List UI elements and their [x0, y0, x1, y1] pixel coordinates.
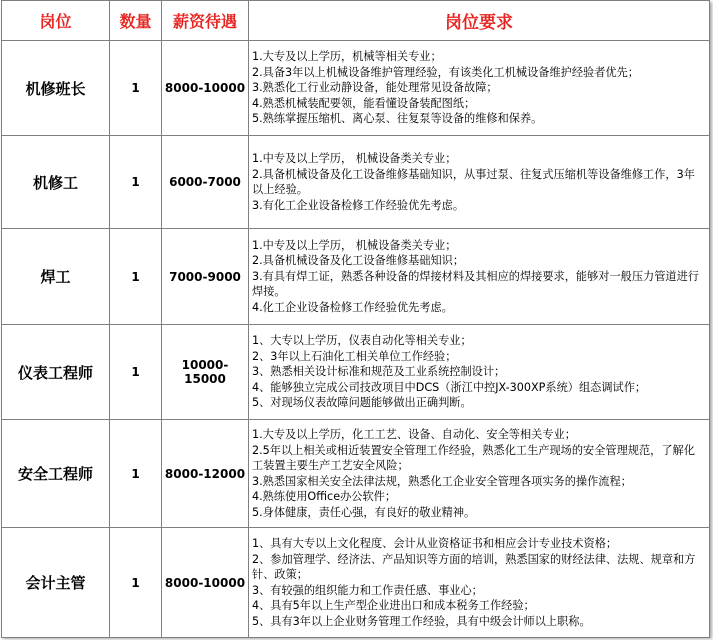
job-salary: 6000-7000: [162, 136, 249, 229]
requirement-line: 2、3年以上石油化工相关单位工作经验；: [252, 349, 457, 363]
header-salary: 薪资待遇: [162, 1, 249, 41]
job-requirements: [249, 136, 710, 229]
requirement-line: 3、熟悉相关设计标准和规范及工业系统控制设计；: [252, 365, 506, 379]
table-row: [2, 229, 710, 325]
job-title: 安全工程师: [2, 420, 110, 528]
job-requirements: [249, 229, 710, 325]
job-requirements: [249, 325, 710, 420]
table-row: [2, 528, 710, 638]
table-row: [2, 41, 710, 136]
requirement-line: 4、能够独立完成公司技改项目中DCS（浙江中控JX-300XP系统）组态调试作；: [252, 380, 647, 394]
requirement-line: 1.大专及以上学历，机械等相关专业；: [252, 50, 442, 64]
job-salary: 8000-12000: [162, 420, 249, 528]
job-table-frame: [1, 0, 710, 637]
table-row: [2, 325, 710, 420]
requirement-line: 3.熟悉化工行业动静设备，能处理常见设备故障；: [252, 81, 498, 95]
job-count: 1: [110, 136, 162, 229]
requirement-line: 5.身体健康，责任心强，有良好的敬业精神。: [252, 505, 476, 519]
requirement-line: 2、参加管理学、经济法、产品知识等方面的培训，熟悉国家的财经法律、法规、规章和方针、政策；: [252, 552, 696, 581]
job-salary: 8000-10000: [162, 41, 249, 136]
job-count: 1: [110, 325, 162, 420]
table-row: [2, 136, 710, 229]
requirement-line: 5.熟练掌握压缩机、离心泵、往复泵等设备的维修和保养。: [252, 112, 543, 126]
header-row: [2, 1, 710, 41]
job-table: [1, 0, 710, 638]
requirement-line: 2.具备机械设备及化工设备维修基础知识；: [252, 254, 465, 268]
requirement-line: 5、对现场仪表故障问题能够做出正确判断。: [252, 396, 472, 410]
job-count: 1: [110, 420, 162, 528]
requirement-line: 4.熟悉机械装配要领，能看懂设备装配图纸；: [252, 96, 476, 110]
requirement-line: 4.熟练使用Office办公软件；: [252, 490, 397, 503]
job-salary: 8000-10000: [162, 528, 249, 638]
requirement-line: 1.中专及以上学历， 机械设备类关专业；: [252, 238, 457, 252]
requirement-line: 3.有具有焊工证，熟悉各种设备的焊接材料及其相应的焊接要求，能够对一般压力管道进行焊接。: [252, 269, 699, 299]
requirement-line: 2.具备机械设备及化工设备维修基础知识，从事过泵、往复式压缩机等设备维修工作，3年以上经验。: [252, 167, 695, 196]
job-requirements: [249, 41, 710, 136]
job-requirements: [249, 420, 710, 528]
job-title: 焊工: [2, 229, 110, 325]
requirement-line: 2.5年以上相关或相近装置安全管理工作经验，熟悉化工生产现场的安全管理规范，了解化工装置主要生产工艺安全风险；: [252, 443, 695, 472]
job-count: 1: [110, 41, 162, 136]
job-requirements: [249, 528, 710, 638]
requirement-line: 3.熟悉国家相关安全法律法规，熟悉化工企业安全管理各项实务的操作流程；: [252, 474, 632, 488]
table-row: [2, 420, 710, 528]
requirement-line: 5、具有3年以上企业财务管理工作经验，具有中级会计师以上职称。: [252, 614, 591, 628]
job-title: 仪表工程师: [2, 325, 110, 420]
job-salary: 7000-9000: [162, 229, 249, 325]
requirement-line: 1、具有大专以上文化程度、会计从业资格证书和相应会计专业技术资格；: [252, 537, 618, 550]
job-title: 机修班长: [2, 41, 110, 136]
requirement-line: 1、大专以上学历，仪表自动化等相关专业；: [252, 334, 472, 348]
header-requirements: 岗位要求: [249, 1, 710, 41]
job-salary: 10000-15000: [162, 325, 249, 420]
header-count: 数量: [110, 1, 162, 41]
job-count: 1: [110, 528, 162, 638]
requirement-line: 4.化工企业设备检修工作经验优先考虑。: [252, 300, 453, 314]
job-title: 会计主管: [2, 528, 110, 638]
job-title: 机修工: [2, 136, 110, 229]
header-position: 岗位: [2, 1, 110, 41]
requirement-line: 4、具有5年以上生产型企业进出口和成本税务工作经验；: [252, 599, 535, 612]
requirement-line: 1.大专及以上学历，化工工艺、设备、自动化、安全等相关专业；: [252, 428, 576, 441]
requirement-line: 1.中专及以上学历， 机械设备类关专业；: [252, 152, 457, 165]
requirement-line: 2.具备3年以上机械设备维护管理经验，有该类化工机械设备维护经验者优先；: [252, 65, 639, 79]
requirement-line: 3.有化工企业设备检修工作经验优先考虑。: [252, 198, 465, 212]
job-count: 1: [110, 229, 162, 325]
requirement-line: 3、有较强的组织能力和工作责任感、事业心；: [252, 583, 483, 597]
